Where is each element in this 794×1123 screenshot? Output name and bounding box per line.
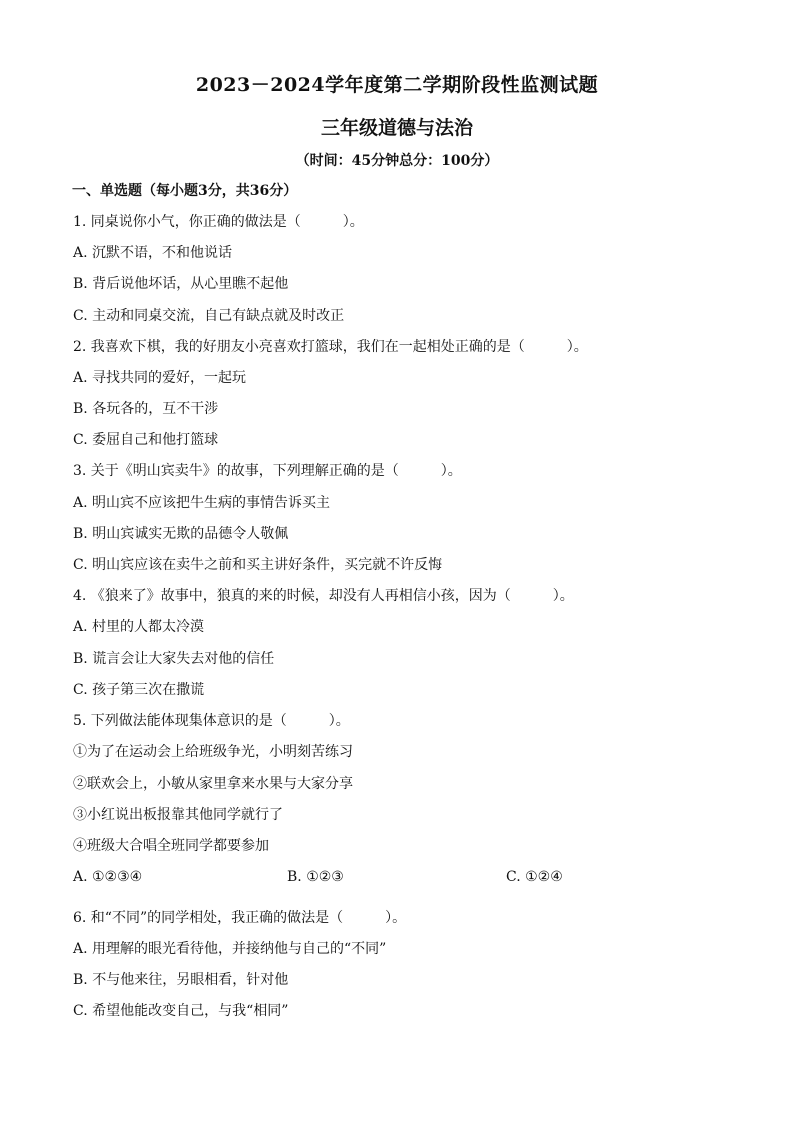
question-5-item-3: ③小红说出板报靠其他同学就行了	[73, 807, 283, 823]
exam-time-score: （时间：45分钟总分：100分）	[295, 153, 499, 169]
section-heading: 一、单选题（每小题3分，共36分）	[72, 183, 298, 199]
question-1-option-a: A. 沉默不语，不和他说话	[73, 245, 233, 261]
question-2-option-c: C. 委屈自己和他打篮球	[73, 432, 219, 448]
question-5-option-a: A. ①②③④	[73, 869, 143, 885]
question-2-option-a: A. 寻找共同的爱好，一起玩	[73, 370, 247, 386]
question-3-option-c: C. 明山宾应该在卖牛之前和买主讲好条件，买完就不许反悔	[73, 557, 443, 573]
question-1-option-c: C. 主动和同桌交流，自己有缺点就及时改正	[73, 308, 345, 324]
question-1-option-b: B. 背后说他坏话，从心里瞧不起他	[73, 276, 289, 292]
question-5-item-4: ④班级大合唱全班同学都要参加	[73, 838, 269, 854]
question-3-stem: 3. 关于《明山宾卖牛》的故事，下列理解正确的是（ ）。	[73, 463, 462, 479]
question-2-option-b: B. 各玩各的，互不干涉	[73, 401, 219, 417]
question-3-option-a: A. 明山宾不应该把牛生病的事情告诉买主	[73, 495, 331, 511]
exam-title: 2023－2024学年度第二学期阶段性监测试题	[195, 74, 599, 96]
question-6-option-c: C. 希望他能改变自己，与我“相同”	[73, 1003, 289, 1019]
question-5-item-1: ①为了在运动会上给班级争光，小明刻苦练习	[73, 744, 353, 760]
question-3-option-b: B. 明山宾诚实无欺的品德令人敬佩	[73, 526, 289, 542]
exam-subject: 三年级道德与法治	[320, 117, 473, 139]
question-6-option-b: B. 不与他来往，另眼相看，针对他	[73, 972, 289, 988]
question-5-option-c: C. ①②④	[506, 869, 563, 885]
question-5-item-2: ②联欢会上，小敏从家里拿来水果与大家分享	[73, 776, 353, 792]
question-4-stem: 4. 《狼来了》故事中，狼真的来的时候，却没有人再相信小孩，因为（ ）。	[73, 588, 574, 604]
question-4-option-c: C. 孩子第三次在撒谎	[73, 682, 205, 698]
question-5-stem: 5. 下列做法能体现集体意识的是（ ）。	[73, 713, 350, 729]
question-4-option-a: A. 村里的人都太冷漠	[73, 619, 205, 635]
question-2-stem: 2. 我喜欢下棋，我的好朋友小亮喜欢打篮球，我们在一起相处正确的是（ ）。	[73, 339, 588, 355]
question-1-stem: 1. 同桌说你小气，你正确的做法是（ ）。	[73, 214, 364, 230]
question-6-option-a: A. 用理解的眼光看待他，并接纳他与自己的“不同”	[73, 941, 387, 957]
question-4-option-b: B. 谎言会让大家失去对他的信任	[73, 651, 275, 667]
question-6-stem: 6. 和“不同”的同学相处，我正确的做法是（ ）。	[73, 910, 407, 926]
question-5-option-b: B. ①②③	[287, 869, 344, 885]
